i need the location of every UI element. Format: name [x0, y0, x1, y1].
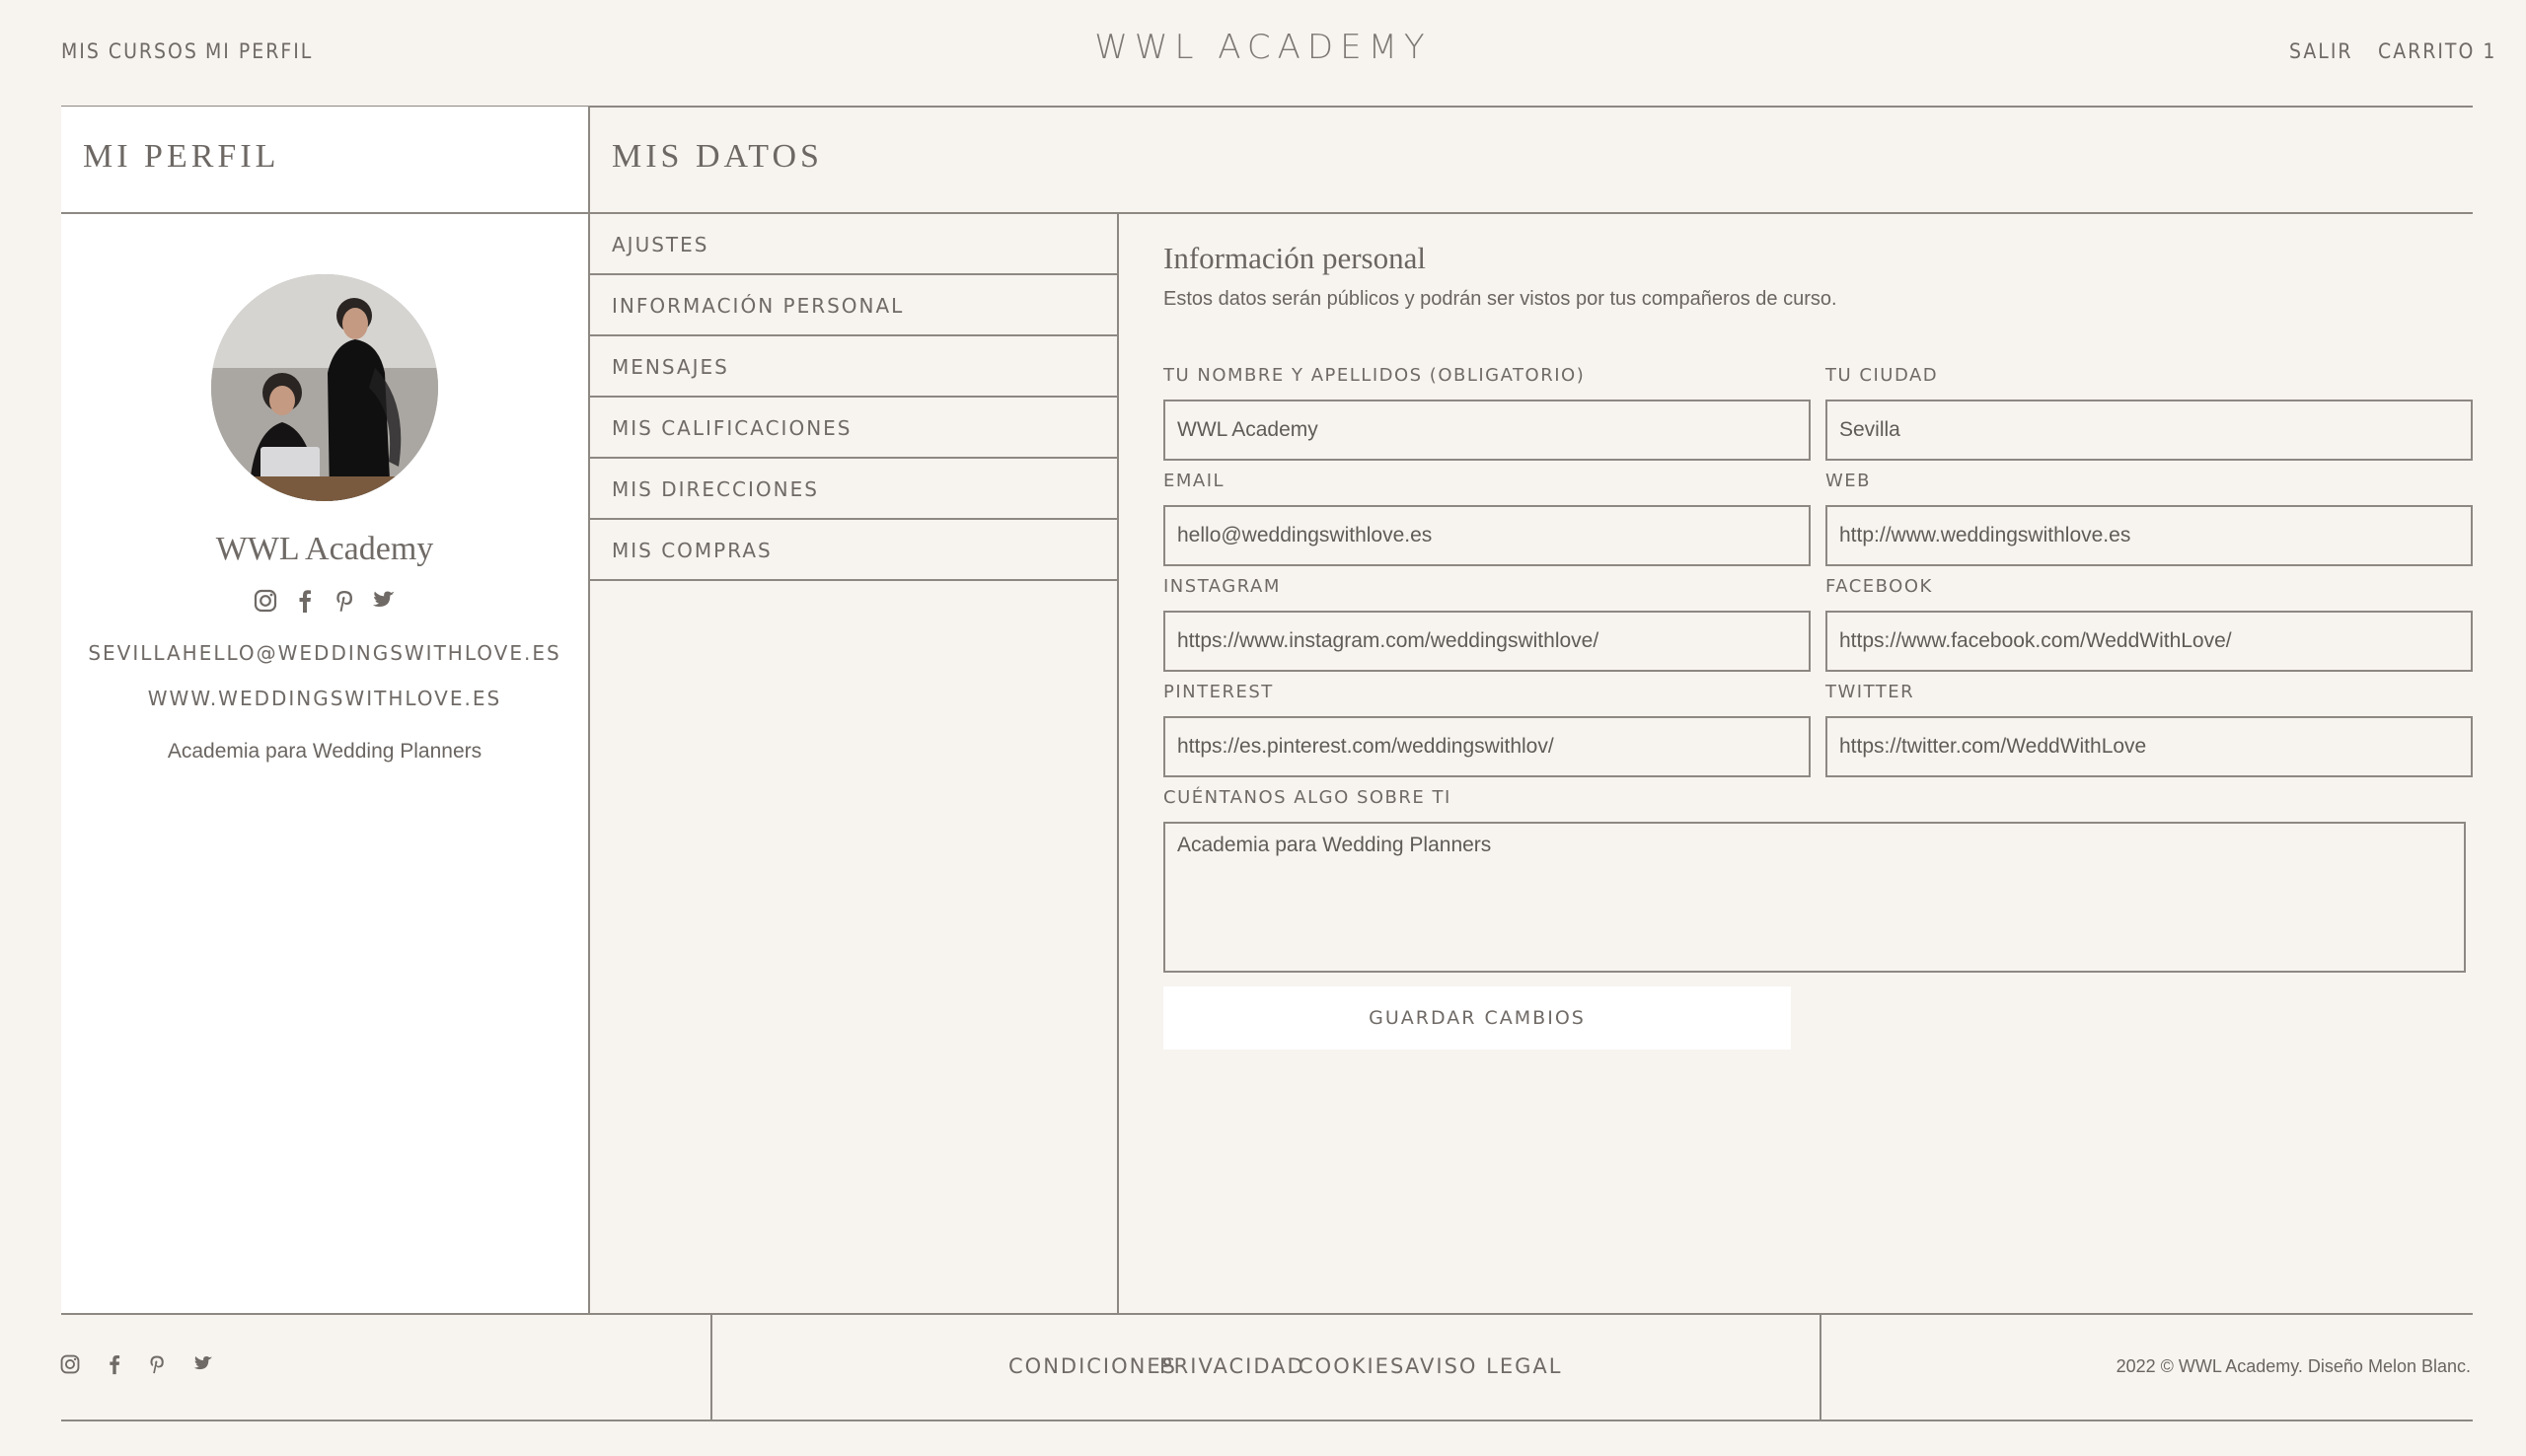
menu-mis-compras[interactable]: MIS COMPRAS: [590, 520, 1117, 581]
menu-divider: [1117, 213, 1119, 1314]
footer-divider-right: [1820, 1314, 1821, 1420]
footer-top-divider: [61, 1313, 2473, 1315]
email-label: EMAIL: [1163, 471, 1226, 491]
footer-link-cookies[interactable]: COOKIES: [1299, 1354, 1406, 1378]
form-title: Información personal: [1163, 241, 1426, 275]
twitter-label: TWITTER: [1825, 682, 1915, 702]
facebook-icon[interactable]: [104, 1353, 125, 1375]
web-input[interactable]: [1825, 505, 2473, 566]
brand-logo[interactable]: WWL ACADEMY: [1094, 28, 1432, 67]
nav-salir[interactable]: SALIR: [2289, 39, 2353, 63]
menu-informacion-personal[interactable]: INFORMACIÓN PERSONAL: [590, 275, 1117, 336]
menu-mensajes[interactable]: MENSAJES: [590, 336, 1117, 398]
save-button[interactable]: GUARDAR CAMBIOS: [1163, 986, 1791, 1050]
avatar: [211, 274, 438, 501]
profile-website[interactable]: WWW.WEDDINGSWITHLOVE.ES: [147, 687, 502, 710]
profile-bio: Academia para Wedding Planners: [167, 740, 483, 763]
footer-link-aviso-legal[interactable]: AVISO LEGAL: [1405, 1354, 1563, 1378]
instagram-icon[interactable]: [253, 588, 278, 614]
menu-ajustes[interactable]: AJUSTES: [590, 214, 1117, 275]
nav-mis-cursos[interactable]: MIS CURSOS: [61, 39, 198, 63]
menu-mis-direcciones[interactable]: MIS DIRECCIONES: [590, 459, 1117, 520]
copyright: 2022 © WWL Academy. Diseño Melon Blanc.: [2116, 1356, 2471, 1376]
city-label: TU CIUDAD: [1825, 365, 1939, 386]
about-label: CUÉNTANOS ALGO SOBRE TI: [1163, 787, 1451, 808]
pinterest-icon[interactable]: [146, 1353, 168, 1375]
name-input[interactable]: [1163, 400, 1811, 461]
nav-mi-perfil[interactable]: MI PERFIL: [205, 39, 314, 63]
footer-link-privacidad[interactable]: PRIVACIDAD: [1159, 1354, 1305, 1378]
profile-section-title: MI PERFIL: [83, 138, 280, 175]
nav-carrito[interactable]: CARRITO 1: [2378, 39, 2497, 63]
profile-email[interactable]: SEVILLAHELLO@WEDDINGSWITHLOVE.ES: [88, 641, 561, 665]
profile-social-links: [61, 588, 588, 614]
avatar-photo: [211, 274, 438, 501]
title-divider: [61, 212, 2473, 214]
city-input[interactable]: [1825, 400, 2473, 461]
footer-bottom-divider: [61, 1420, 2473, 1421]
twitter-icon[interactable]: [371, 588, 397, 614]
facebook-label: FACEBOOK: [1825, 576, 1933, 597]
facebook-input[interactable]: [1825, 611, 2473, 672]
footer-link-condiciones[interactable]: CONDICIONES: [1008, 1354, 1177, 1378]
pinterest-icon[interactable]: [332, 588, 357, 614]
instagram-input[interactable]: [1163, 611, 1811, 672]
twitter-icon[interactable]: [192, 1353, 214, 1375]
menu-mis-calificaciones[interactable]: MIS CALIFICACIONES: [590, 398, 1117, 459]
profile-name: WWL Academy: [215, 531, 434, 567]
twitter-input[interactable]: [1825, 716, 2473, 777]
pinterest-input[interactable]: [1163, 716, 1811, 777]
web-label: WEB: [1825, 471, 1872, 491]
facebook-icon[interactable]: [292, 588, 318, 614]
name-label: TU NOMBRE Y APELLIDOS (OBLIGATORIO): [1163, 365, 1586, 386]
pinterest-label: PINTEREST: [1163, 682, 1274, 702]
datos-section-title: MIS DATOS: [612, 138, 823, 175]
instagram-label: INSTAGRAM: [1163, 576, 1281, 597]
footer-divider-left: [710, 1314, 712, 1420]
email-field[interactable]: [1163, 505, 1811, 566]
form-subtitle: Estos datos serán públicos y podrán ser vistos por tus compañeros de curso.: [1163, 288, 1837, 310]
instagram-icon[interactable]: [59, 1353, 81, 1375]
about-textarea[interactable]: [1163, 822, 2466, 973]
site-header: [0, 0, 2526, 107]
